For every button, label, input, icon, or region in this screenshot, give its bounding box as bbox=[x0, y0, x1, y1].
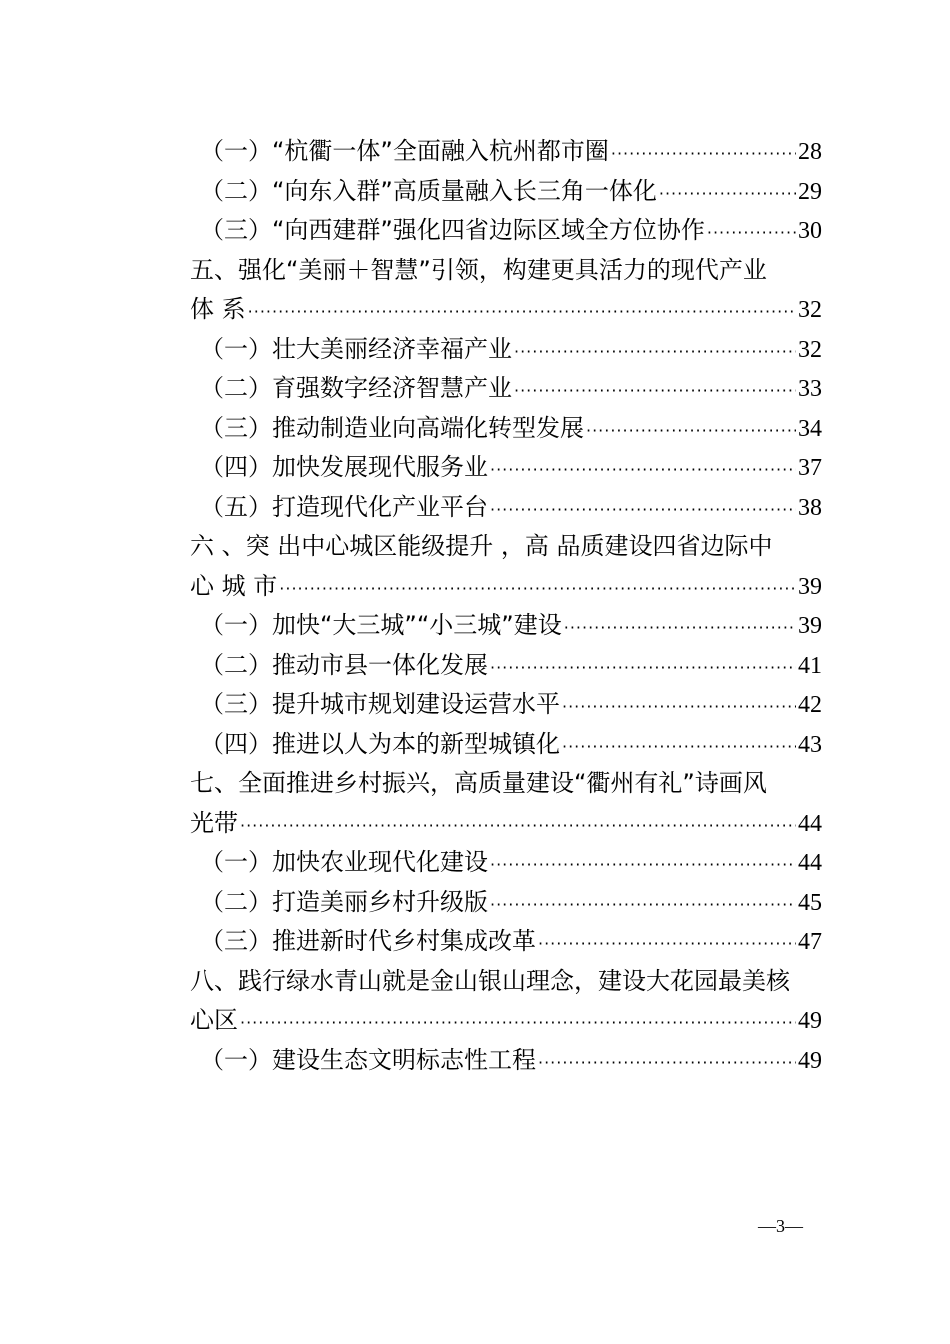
table-of-contents bbox=[190, 132, 822, 1080]
toc-entry[interactable] bbox=[190, 606, 822, 646]
toc-entry[interactable] bbox=[190, 211, 822, 251]
toc-leader-dots bbox=[538, 924, 796, 964]
toc-page-number: 38 bbox=[798, 494, 822, 521]
toc-leader-dots bbox=[659, 174, 796, 214]
toc-entry-label: （三）“向西建群”强化四省边际区域全方位协作 bbox=[200, 216, 705, 244]
toc-page-number: 34 bbox=[798, 415, 822, 442]
toc-entry-label: （二）“向东入群”高质量融入长三角一体化 bbox=[200, 176, 657, 205]
toc-chapter-heading[interactable]: 六 、突 出中心城区能级提升 ，高 品质建设四省边际中 bbox=[190, 532, 773, 560]
toc-leader-dots bbox=[490, 450, 796, 490]
toc-chapter-heading[interactable]: 五、强化“美丽＋智慧”引领，构建更具活力的现代产业 bbox=[190, 255, 767, 284]
toc-leader-dots bbox=[490, 845, 796, 885]
toc-chapter-heading[interactable]: 七、全面推进乡村振兴，高质量建设“衢州有礼”诗画风 bbox=[190, 769, 767, 797]
toc-entry-label: 心区 bbox=[190, 1006, 238, 1034]
toc-leader-dots bbox=[248, 292, 796, 332]
toc-entry[interactable] bbox=[190, 922, 822, 962]
toc-entry[interactable] bbox=[190, 132, 822, 172]
toc-page-number: 39 bbox=[798, 573, 822, 600]
toc-chapter-entry[interactable] bbox=[190, 567, 822, 607]
toc-entry[interactable] bbox=[190, 172, 822, 212]
toc-entry[interactable] bbox=[190, 330, 822, 370]
toc-page-number: 33 bbox=[798, 376, 822, 402]
toc-leader-dots bbox=[240, 1003, 796, 1043]
toc-leader-dots bbox=[562, 687, 796, 727]
toc-leader-dots bbox=[707, 213, 796, 253]
toc-entry[interactable] bbox=[190, 1041, 822, 1081]
toc-page-number: 49 bbox=[798, 1047, 822, 1074]
page-number-footer: —3— bbox=[758, 1216, 803, 1236]
toc-entry[interactable] bbox=[190, 448, 822, 488]
toc-entry-label: （一）加快“大三城”“小三城”建设 bbox=[200, 611, 562, 639]
toc-entry-label: 光带 bbox=[190, 808, 238, 837]
toc-leader-dots bbox=[490, 490, 796, 530]
toc-page-number: 44 bbox=[798, 810, 822, 837]
toc-page-number: 44 bbox=[798, 850, 822, 876]
toc-entry[interactable] bbox=[190, 369, 822, 409]
toc-page-number: 32 bbox=[798, 336, 822, 363]
toc-leader-dots bbox=[240, 806, 796, 846]
toc-entry-label: （三）提升城市规划建设运营水平 bbox=[200, 690, 560, 718]
toc-entry-label: （一）建设生态文明标志性工程 bbox=[200, 1045, 536, 1074]
toc-entry-label: （二）育强数字经济智慧产业 bbox=[200, 374, 512, 402]
toc-page-number: 47 bbox=[798, 929, 822, 955]
toc-leader-dots bbox=[514, 371, 796, 411]
toc-leader-dots bbox=[538, 1043, 796, 1083]
toc-leader-dots bbox=[490, 648, 796, 688]
toc-entry[interactable] bbox=[190, 685, 822, 725]
toc-page-number: 32 bbox=[798, 297, 822, 323]
toc-entry-label: （四）加快发展现代服务业 bbox=[200, 453, 488, 481]
toc-page-number: 28 bbox=[798, 139, 822, 165]
toc-entry-label: 体 系 bbox=[190, 295, 246, 323]
toc-entry-label: （二）推动市县一体化发展 bbox=[200, 650, 488, 679]
toc-entry[interactable] bbox=[190, 843, 822, 883]
toc-entry-label: （一）壮大美丽经济幸福产业 bbox=[200, 334, 512, 363]
toc-leader-dots bbox=[514, 332, 796, 372]
toc-leader-dots bbox=[490, 885, 796, 925]
toc-page-number: 45 bbox=[798, 889, 822, 916]
toc-leader-dots bbox=[279, 569, 796, 609]
toc-page-number: 39 bbox=[798, 613, 822, 639]
toc-leader-dots bbox=[586, 411, 796, 451]
toc-leader-dots bbox=[562, 727, 796, 767]
toc-entry-label: （一）“杭衢一体”全面融入杭州都市圈 bbox=[200, 137, 609, 165]
toc-chapter-entry[interactable] bbox=[190, 804, 822, 844]
toc-entry[interactable] bbox=[190, 725, 822, 765]
toc-chapter-heading[interactable]: 八、践行绿水青山就是金山银山理念，建设大花园最美核 bbox=[190, 966, 790, 995]
toc-page-number: 29 bbox=[798, 178, 822, 205]
toc-entry-label: （三）推动制造业向高端化转型发展 bbox=[200, 413, 584, 442]
toc-entry[interactable] bbox=[190, 488, 822, 528]
toc-page-number: 42 bbox=[798, 692, 822, 718]
toc-leader-dots bbox=[564, 608, 796, 648]
toc-entry-label: （四）推进以人为本的新型城镇化 bbox=[200, 729, 560, 758]
toc-page-number: 37 bbox=[798, 455, 822, 481]
toc-entry-label: 心 城 市 bbox=[190, 571, 278, 600]
toc-entry[interactable] bbox=[190, 883, 822, 923]
toc-entry-label: （一）加快农业现代化建设 bbox=[200, 848, 488, 876]
toc-chapter-entry[interactable] bbox=[190, 1001, 822, 1041]
toc-chapter-entry[interactable] bbox=[190, 290, 822, 330]
toc-entry-label: （二）打造美丽乡村升级版 bbox=[200, 887, 488, 916]
toc-entry[interactable] bbox=[190, 646, 822, 686]
toc-entry[interactable] bbox=[190, 409, 822, 449]
toc-page-number: 43 bbox=[798, 731, 822, 758]
toc-page-number: 30 bbox=[798, 218, 822, 244]
toc-page-number: 49 bbox=[798, 1008, 822, 1034]
toc-entry-label: （五）打造现代化产业平台 bbox=[200, 492, 488, 521]
toc-leader-dots bbox=[611, 134, 796, 174]
toc-page-number: 41 bbox=[798, 652, 822, 679]
toc-entry-label: （三）推进新时代乡村集成改革 bbox=[200, 927, 536, 955]
